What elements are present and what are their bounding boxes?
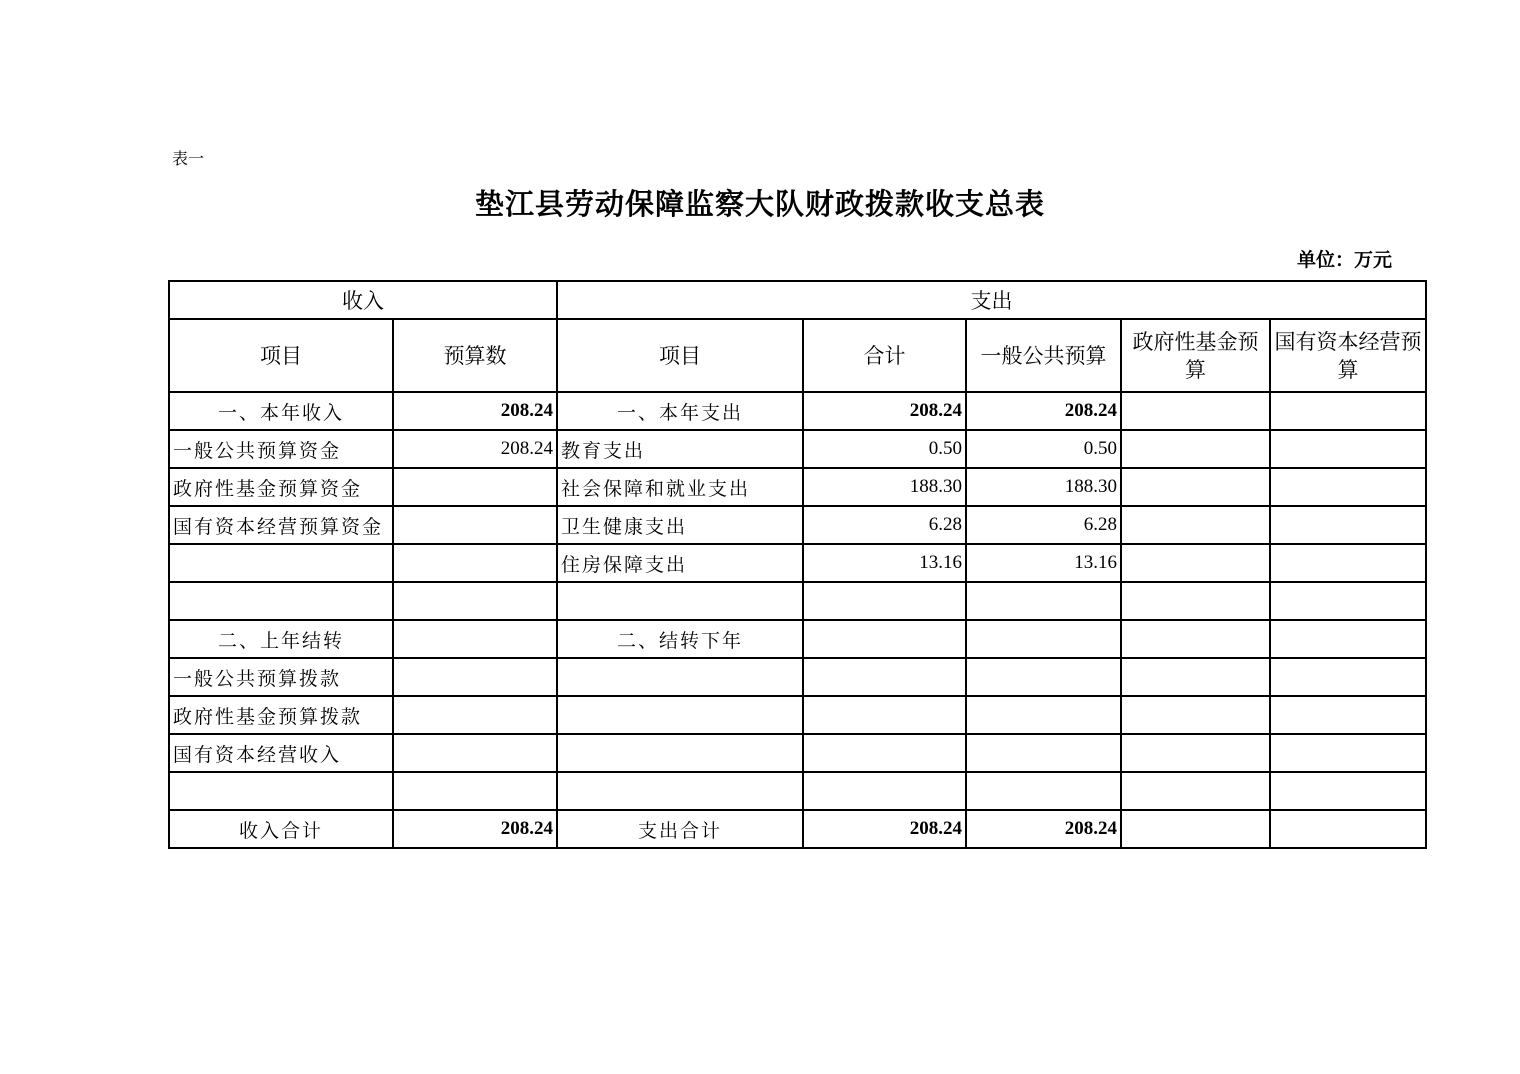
total-cell [803,734,966,772]
income-value-cell [393,620,557,658]
table-row [169,468,1426,506]
col-header-expense-item: 项目 [557,319,803,392]
gov-fund-cell [1121,772,1270,810]
general-public-cell [966,772,1121,810]
general-public-cell: 188.30 [966,468,1121,506]
income-value-cell [393,696,557,734]
expense-item-cell [557,582,803,620]
table-row [169,506,1426,544]
income-value-cell: 208.24 [393,810,557,848]
total-cell: 0.50 [803,430,966,468]
income-section-header: 收入 [169,281,557,319]
col-header-total: 合计 [803,319,966,392]
table-row [169,696,1426,734]
income-value-cell [393,658,557,696]
income-value-cell [393,582,557,620]
expense-item-cell [557,696,803,734]
general-public-cell: 208.24 [966,810,1121,848]
total-cell: 208.24 [803,392,966,430]
total-cell: 188.30 [803,468,966,506]
col-header-income-budget: 预算数 [393,319,557,392]
table-row [169,810,1426,848]
table-row [169,620,1426,658]
table-body [169,392,1426,848]
income-value-cell [393,468,557,506]
general-public-cell: 0.50 [966,430,1121,468]
state-capital-cell [1270,430,1426,468]
income-item-cell: 一般公共预算资金 [169,430,393,468]
expense-item-cell: 一、本年支出 [557,392,803,430]
total-cell [803,696,966,734]
state-capital-cell [1270,468,1426,506]
income-item-cell: 二、上年结转 [169,620,393,658]
general-public-cell: 6.28 [966,506,1121,544]
gov-fund-cell [1121,582,1270,620]
income-item-cell [169,544,393,582]
col-header-state-capital: 国有资本经营预算 [1270,319,1426,392]
expense-section-header: 支出 [557,281,1426,319]
income-item-cell [169,772,393,810]
income-item-cell: 政府性基金预算资金 [169,468,393,506]
state-capital-cell [1270,772,1426,810]
income-value-cell [393,506,557,544]
state-capital-cell [1270,734,1426,772]
general-public-cell: 208.24 [966,392,1121,430]
table-row [169,582,1426,620]
expense-item-cell: 住房保障支出 [557,544,803,582]
total-cell [803,620,966,658]
total-cell [803,582,966,620]
income-value-cell: 208.24 [393,430,557,468]
table-label: 表一 [172,149,205,168]
income-item-cell: 国有资本经营收入 [169,734,393,772]
gov-fund-cell [1121,468,1270,506]
income-value-cell: 208.24 [393,392,557,430]
table-row [169,544,1426,582]
unit-label: 单位：万元 [1297,249,1393,271]
gov-fund-cell [1121,506,1270,544]
gov-fund-cell [1121,620,1270,658]
gov-fund-cell [1121,392,1270,430]
state-capital-cell [1270,696,1426,734]
total-cell [803,658,966,696]
income-item-cell: 收入合计 [169,810,393,848]
income-item-cell: 政府性基金预算拨款 [169,696,393,734]
header-row-columns [169,319,1426,392]
income-value-cell [393,734,557,772]
table-row [169,772,1426,810]
total-cell: 6.28 [803,506,966,544]
expense-item-cell [557,734,803,772]
state-capital-cell [1270,582,1426,620]
state-capital-cell [1270,392,1426,430]
income-item-cell [169,582,393,620]
budget-table [168,280,1427,849]
col-header-income-item: 项目 [169,319,393,392]
page-title: 垫江县劳动保障监察大队财政拨款收支总表 [474,187,1045,221]
income-item-cell: 国有资本经营预算资金 [169,506,393,544]
gov-fund-cell [1121,810,1270,848]
table-row [169,392,1426,430]
gov-fund-cell [1121,544,1270,582]
income-item-cell: 一般公共预算拨款 [169,658,393,696]
gov-fund-cell [1121,658,1270,696]
table-row [169,430,1426,468]
col-header-general-public: 一般公共预算 [966,319,1121,392]
general-public-cell [966,696,1121,734]
general-public-cell: 13.16 [966,544,1121,582]
state-capital-cell [1270,506,1426,544]
expense-item-cell: 支出合计 [557,810,803,848]
gov-fund-cell [1121,696,1270,734]
expense-item-cell [557,772,803,810]
state-capital-cell [1270,810,1426,848]
general-public-cell [966,620,1121,658]
state-capital-cell [1270,620,1426,658]
expense-item-cell [557,658,803,696]
total-cell: 208.24 [803,810,966,848]
gov-fund-cell [1121,734,1270,772]
general-public-cell [966,582,1121,620]
expense-item-cell: 社会保障和就业支出 [557,468,803,506]
income-value-cell [393,544,557,582]
gov-fund-cell [1121,430,1270,468]
header-row-sections [169,281,1426,319]
expense-item-cell: 卫生健康支出 [557,506,803,544]
general-public-cell [966,734,1121,772]
state-capital-cell [1270,658,1426,696]
income-value-cell [393,772,557,810]
col-header-gov-fund: 政府性基金预算 [1121,319,1270,392]
expense-item-cell: 教育支出 [557,430,803,468]
general-public-cell [966,658,1121,696]
table-row [169,658,1426,696]
state-capital-cell [1270,544,1426,582]
total-cell [803,772,966,810]
income-item-cell: 一、本年收入 [169,392,393,430]
table-row [169,734,1426,772]
expense-item-cell: 二、结转下年 [557,620,803,658]
total-cell: 13.16 [803,544,966,582]
